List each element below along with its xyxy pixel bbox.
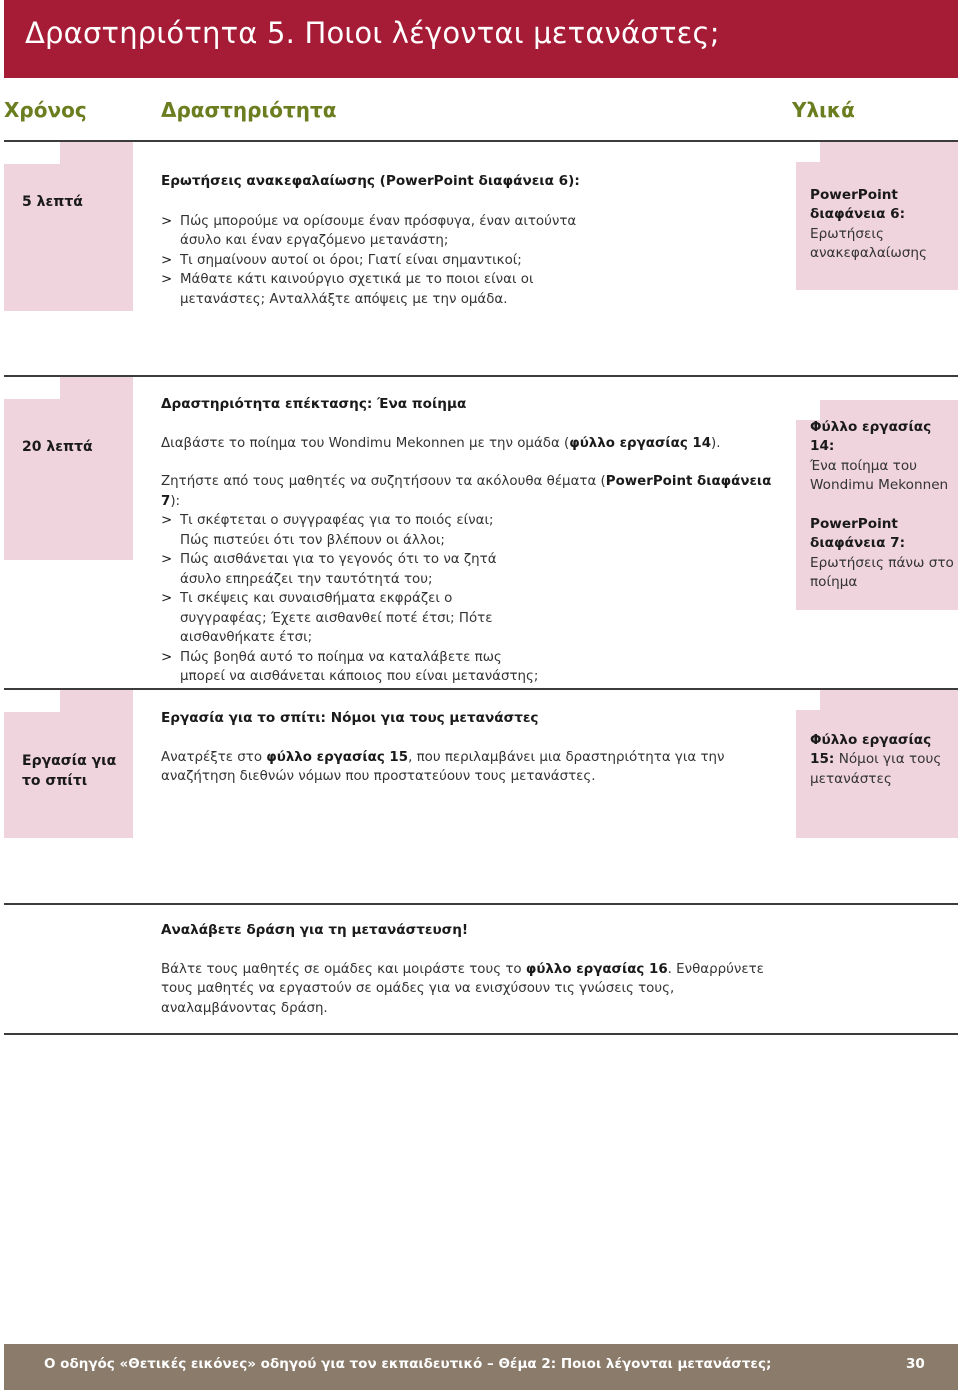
materials-text: Φύλλο εργασίας 15: Νόμοι για τους μετανάστες <box>810 732 942 787</box>
activity-title: Ερωτήσεις ανακεφαλαίωσης (PowerPoint διαφάνεια 6): <box>161 173 580 189</box>
column-heading-activity: Δραστηριότητα <box>161 98 337 122</box>
materials-text: Φύλλο εργασίας 14: Ένα ποίημα του Wondimu Mekonnen PowerPoint διαφάνεια 7: Ερωτήσεις πάνω στο ποίημα <box>810 419 954 591</box>
column-heading-materials: Υλικά <box>792 98 855 122</box>
list-item: > Πώς μπορούμε να ορίσουμε έναν πρόσφυγα, έναν αιτούντα άσυλο και έναν εργαζόμενο μετανάστη; <box>161 213 577 248</box>
activity-cell <box>161 172 776 309</box>
row-divider <box>4 375 958 377</box>
time-label: Εργασία για το σπίτι <box>22 753 117 789</box>
list-item: > Τι σκέψεις και συναισθήματα εκφράζει ο συγγραφέας; Έχετε αισθανθεί ποτέ έτσι; Πότε αισθανθήκατε έτσι; <box>161 591 493 645</box>
time-cell <box>4 142 133 311</box>
list-item: > Μάθατε κάτι καινούργιο σχετικά με το ποιοι είναι οι μετανάστες; Ανταλλάξτε απόψεις με την ομάδα. <box>161 272 534 307</box>
footer-text: Ο οδηγός «Θετικές εικόνες» οδηγού για τον εκπαιδευτικό – Θέμα 2: Ποιοι λέγονται μετανάστες; <box>44 1356 772 1372</box>
activity-title: Αναλάβετε δράση για τη μετανάστευση! <box>161 922 469 938</box>
materials-text: PowerPoint διαφάνεια 6: Ερωτήσεις ανακεφαλαίωσης <box>810 187 928 261</box>
row-divider <box>4 1033 958 1035</box>
activity-title: Δραστηριότητα επέκτασης: Ένα ποίημα <box>161 396 467 412</box>
activity-cell <box>161 921 776 1018</box>
activity-cell <box>161 709 776 787</box>
activity-paragraph: Ανατρέξτε στο φύλλο εργασίας 15, που περιλαμβάνει μια δραστηριότητα για την αναζήτηση διεθνών νόμων που προστατεύουν τους μετανάστες. <box>161 749 725 784</box>
activity-paragraph: Ζητήστε από τους μαθητές να συζητήσουν τα ακόλουθα θέματα (PowerPoint διαφάνεια 7): <box>161 474 772 509</box>
column-heading-time: Χρόνος <box>4 98 87 122</box>
page-number: 30 <box>906 1356 925 1372</box>
activity-paragraph: Διαβάστε το ποίημα του Wondimu Mekonnen με την ομάδα (φύλλο εργασίας 14). <box>161 435 721 451</box>
time-label: 5 λεπτά <box>22 194 83 210</box>
time-label: 20 λεπτά <box>22 439 93 455</box>
list-item: > Τι σκέφτεται ο συγγραφέας για το ποιός είναι; Πώς πιστεύει ότι τον βλέπουν οι άλλοι; <box>161 513 494 548</box>
list-item: > Πώς αισθάνεται για το γεγονός ότι το να ζητά άσυλο επηρεάζει την ταυτότητά του; <box>161 552 497 587</box>
list-item: > Πώς βοηθά αυτό το ποίημα να καταλάβετε πως μπορεί να αισθάνεται κάποιος που είναι μετανάστης; <box>161 649 539 684</box>
time-cell <box>4 377 133 560</box>
activity-cell <box>161 395 776 687</box>
activity-paragraph: Βάλτε τους μαθητές σε ομάδες και μοιράστε τους το φύλλο εργασίας 16. Ενθαρρύνετε τους μαθητές να εργαστούν σε ομάδες για να ενισχύσουν τις γνώσεις τους, αναλαμβάνοντας δράση. <box>161 961 764 1016</box>
row-divider <box>4 903 958 905</box>
page-title: Δραστηριότητα 5. Ποιοι λέγονται μετανάστες; <box>25 16 720 50</box>
activity-title: Εργασία για το σπίτι: Νόμοι για τους μετανάστες <box>161 710 539 726</box>
list-item: > Τι σημαίνουν αυτοί οι όροι; Γιατί είναι σημαντικοί; <box>161 252 522 268</box>
